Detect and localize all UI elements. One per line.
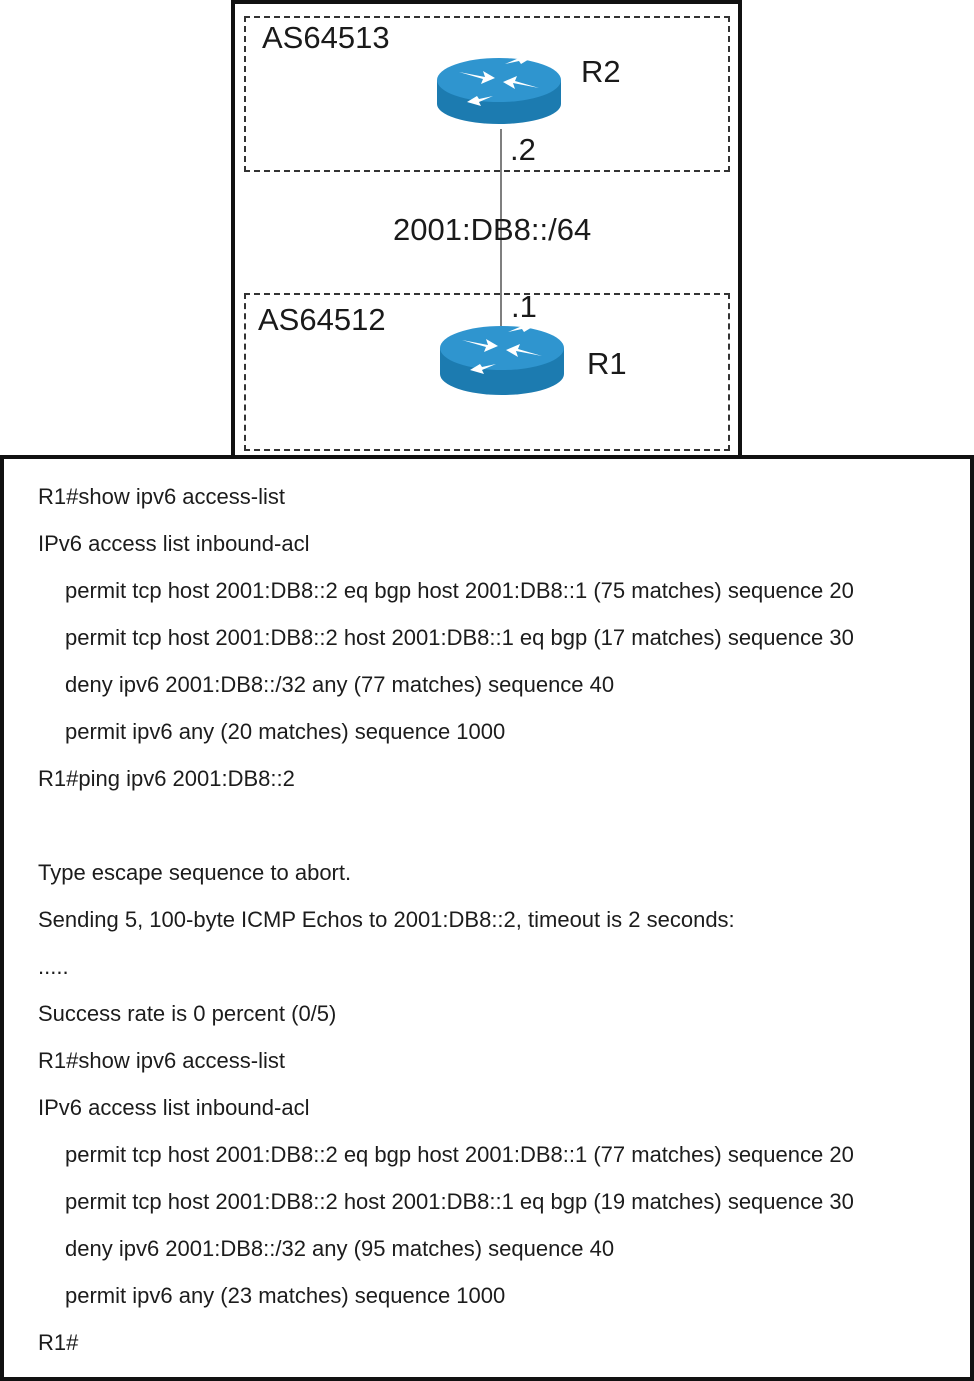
interface-label-r2: .2 [510,132,536,167]
router-label-r2: R2 [581,54,621,89]
cli-line: R1#ping ipv6 2001:DB8::2 [38,766,295,791]
cli-output-panel [0,455,974,1381]
cli-line: R1# [38,1330,79,1355]
cli-line: ..... [38,954,69,979]
cli-line: Success rate is 0 percent (0/5) [38,1001,337,1026]
cli-line: Type escape sequence to abort. [38,860,352,885]
cli-line: permit tcp host 2001:DB8::2 eq bgp host 2001:DB8::1 (75 matches) sequence 20 [65,578,854,603]
cli-line: permit ipv6 any (23 matches) sequence 1000 [65,1283,506,1308]
cli-line: permit tcp host 2001:DB8::2 host 2001:DB8::1 eq bgp (19 matches) sequence 30 [65,1189,854,1214]
router-label-r1: R1 [587,346,627,381]
cli-line: R1#show ipv6 access-list [38,1048,285,1073]
as-label-bottom: AS64512 [258,302,386,337]
link-subnet-label: 2001:DB8::/64 [393,212,592,247]
cli-line: R1#show ipv6 access-list [38,484,285,509]
cli-line: permit tcp host 2001:DB8::2 host 2001:DB8::1 eq bgp (17 matches) sequence 30 [65,625,854,650]
cli-line: IPv6 access list inbound-acl [38,531,310,556]
topology-diagram [231,0,742,457]
as-label-top: AS64513 [262,20,390,55]
cli-line: permit tcp host 2001:DB8::2 eq bgp host 2001:DB8::1 (77 matches) sequence 20 [65,1142,854,1167]
cli-line: deny ipv6 2001:DB8::/32 any (77 matches) sequence 40 [65,672,615,697]
interface-label-r1: .1 [511,289,537,324]
cli-line: deny ipv6 2001:DB8::/32 any (95 matches) sequence 40 [65,1236,615,1261]
cli-line: permit ipv6 any (20 matches) sequence 1000 [65,719,506,744]
cli-line: IPv6 access list inbound-acl [38,1095,310,1120]
cli-line: Sending 5, 100-byte ICMP Echos to 2001:DB8::2, timeout is 2 seconds: [38,907,735,932]
